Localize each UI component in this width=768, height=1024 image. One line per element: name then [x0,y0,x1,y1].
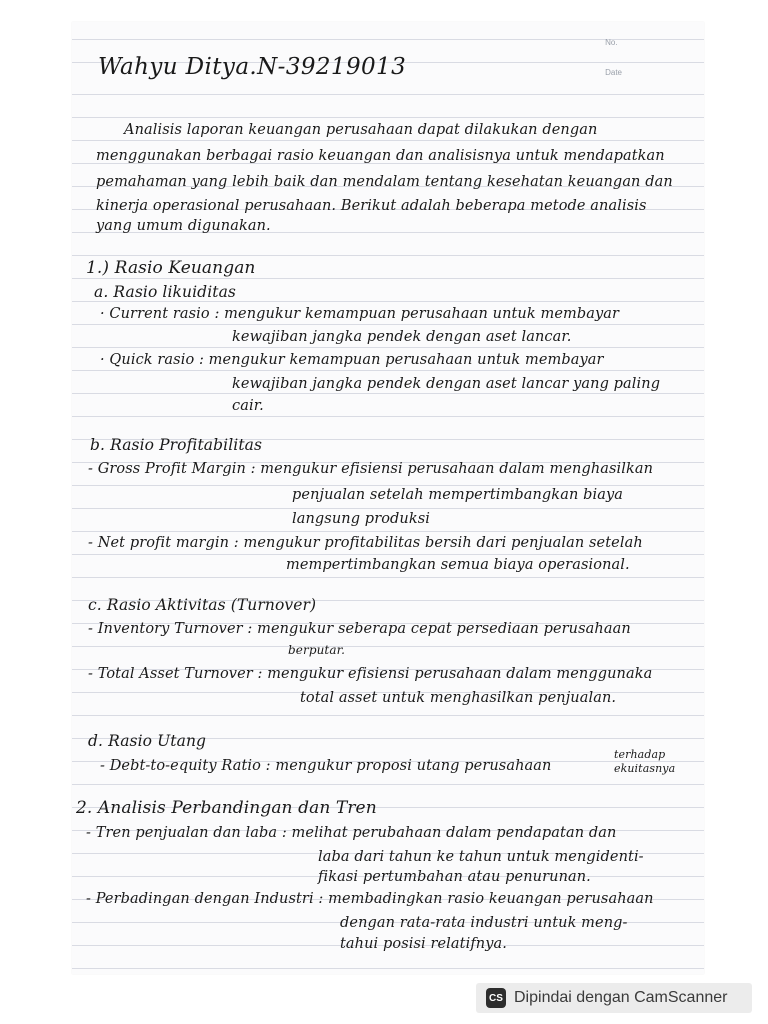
intro-line-5: yang umum digunakan. [96,218,271,234]
activity-line-4: total asset untuk menghasilkan penjualan. [300,690,617,706]
camscanner-watermark [476,983,752,1013]
debt-line: - Debt-to-equity Ratio : mengukur proposi utang perusahaan [100,758,552,774]
subsection-b-title: b. Rasio Profitabilitas [90,436,263,454]
subsection-c-title: c. Rasio Aktivitas (Turnover) [88,596,317,614]
trend-line-3: fikasi pertumbahan atau penurunan. [318,869,591,885]
section-1-title: 1.) Rasio Keuangan [86,258,256,278]
liquidity-line-3: · Quick rasio : mengukur kemampuan perusahaan untuk membayar [100,352,604,368]
date-label: Date [605,68,622,77]
section-2-title: 2. Analisis Perbandingan dan Tren [76,798,377,818]
profitability-line-2: penjualan setelah mempertimbangkan biaya [292,487,623,503]
activity-line-2: berputar. [288,643,346,657]
trend-line-6: tahui posisi relatifnya. [340,936,507,952]
activity-line-3: - Total Asset Turnover : mengukur efisiensi perusahaan dalam menggunaka [88,666,653,682]
liquidity-line-5: cair. [232,398,264,414]
intro-line-1: Analisis laporan keuangan perusahaan dapat dilakukan dengan [124,122,598,138]
camscanner-logo-icon: CS [486,988,506,1008]
subsection-d-title: d. Rasio Utang [88,732,207,750]
debt-note-top: terhadap [614,748,666,761]
intro-line-2: menggunakan berbagai rasio keuangan dan analisisnya untuk mendapatkan [96,148,665,164]
liquidity-line-2: kewajiban jangka pendek dengan aset lancar. [232,329,572,345]
trend-line-1: - Tren penjualan dan laba : melihat perubahaan dalam pendapatan dan [86,825,617,841]
debt-note-bottom: ekuitasnya [614,762,676,775]
trend-line-5: dengan rata-rata industri untuk meng- [340,915,628,931]
profitability-line-4: - Net profit margin : mengukur profitabilitas bersih dari penjualan setelah [88,535,643,551]
page-header-fields [605,38,622,98]
trend-line-2: laba dari tahun ke tahun untuk mengidenti- [318,849,644,865]
no-label: No. [605,38,618,47]
liquidity-line-1: · Current rasio : mengukur kemampuan perusahaan untuk membayar [100,306,620,322]
subsection-a-title: a. Rasio likuiditas [94,283,236,301]
profitability-line-1: - Gross Profit Margin : mengukur efisiensi perusahaan dalam menghasilkan [88,461,654,477]
intro-line-3: pemahaman yang lebih baik dan mendalam tentang kesehatan keuangan dan [96,174,673,190]
author-name: Wahyu Ditya.N-39219013 [98,54,407,80]
liquidity-line-4: kewajiban jangka pendek dengan aset lancar yang paling [232,376,661,392]
profitability-line-3: langsung produksi [292,511,431,527]
intro-line-4: kinerja operasional perusahaan. Berikut adalah beberapa metode analisis [96,198,647,214]
profitability-line-5: mempertimbangkan semua biaya operasional. [286,557,630,573]
activity-line-1: - Inventory Turnover : mengukur seberapa cepat persediaan perusahaan [88,621,631,637]
watermark-text: Dipindai dengan CamScanner [514,989,728,1006]
trend-line-4: - Perbadingan dengan Industri : membadingkan rasio keuangan perusahaan [86,891,654,907]
